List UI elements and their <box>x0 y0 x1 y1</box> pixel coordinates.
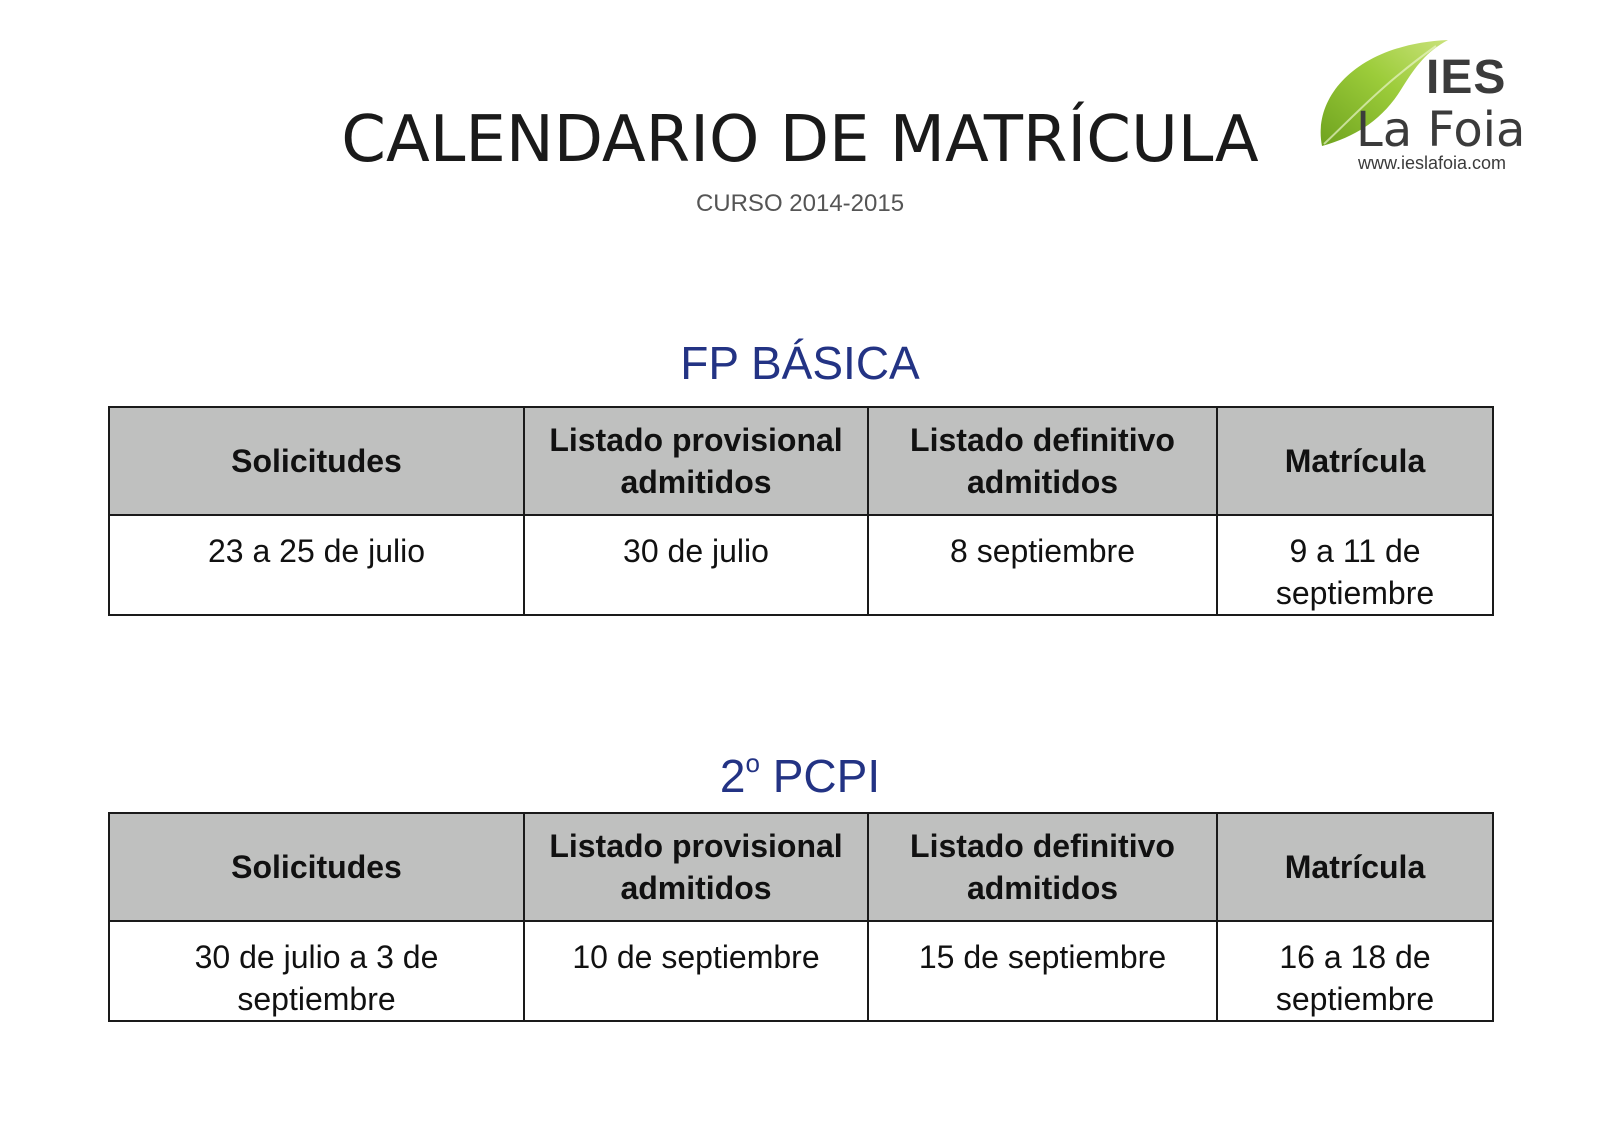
table-header-row <box>109 407 1493 515</box>
table-cell: 23 a 25 de julio <box>109 515 524 615</box>
page-title: CALENDARIO DE MATRÍCULA <box>341 103 1259 177</box>
school-logo <box>1318 36 1528 176</box>
table-cell: 8 septiembre <box>868 515 1217 615</box>
table-row <box>109 515 1493 615</box>
section-title-text: PCPI <box>759 750 881 802</box>
logo-school-name: La Foia <box>1356 102 1526 158</box>
table-cell: 10 de septiembre <box>524 921 868 1021</box>
table-cell: 30 de julio a 3 de septiembre <box>109 921 524 1021</box>
column-header: Matrícula <box>1217 407 1493 515</box>
ordinal-indicator: o <box>745 748 760 778</box>
fp-basica-table <box>108 406 1494 616</box>
section-title-pcpi <box>0 748 1600 802</box>
table-cell: 9 a 11 de septiembre <box>1217 515 1493 615</box>
page-subtitle: CURSO 2014-2015 <box>695 190 905 217</box>
table-header-row <box>109 813 1493 921</box>
pcpi-table <box>108 812 1494 1022</box>
table-cell: 16 a 18 de septiembre <box>1217 921 1493 1021</box>
table-cell: 30 de julio <box>524 515 868 615</box>
section-title-fp-basica: FP BÁSICA <box>680 337 920 389</box>
table-cell: 15 de septiembre <box>868 921 1217 1021</box>
section-title-number: 2 <box>719 750 746 802</box>
column-header: Listado definitivo admitidos <box>868 813 1217 921</box>
column-header: Listado provisional admitidos <box>524 407 868 515</box>
column-header: Solicitudes <box>109 407 524 515</box>
logo-website: www.ieslafoia.com <box>1358 153 1507 173</box>
table-row <box>109 921 1493 1021</box>
column-header: Listado definitivo admitidos <box>868 407 1217 515</box>
column-header: Listado provisional admitidos <box>524 813 868 921</box>
column-header: Solicitudes <box>109 813 524 921</box>
column-header: Matrícula <box>1217 813 1493 921</box>
logo-brand: IES <box>1426 51 1507 104</box>
